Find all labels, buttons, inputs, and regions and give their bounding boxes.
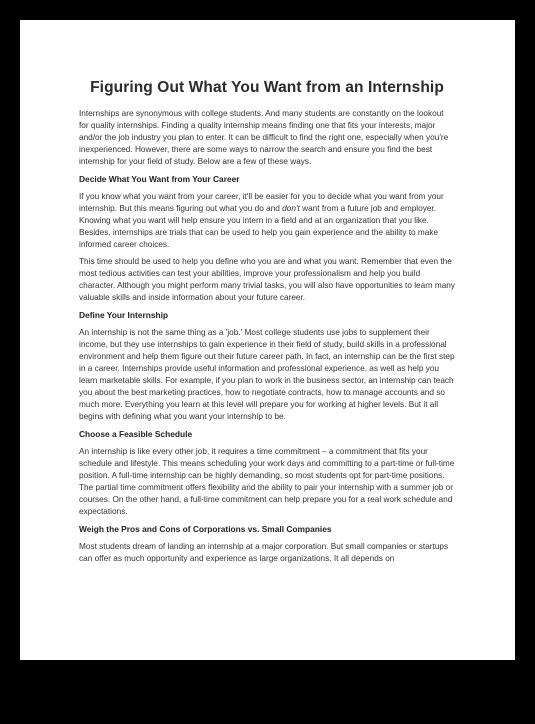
section-heading-pros-cons: Weigh the Pros and Cons of Corporations vs. Small Companies xyxy=(79,524,332,534)
section-heading-schedule: Choose a Feasible Schedule xyxy=(79,429,193,439)
section-schedule-paragraph: An internship is like every other job, it requires a time commitment – a commitment that fits your schedule and lifestyle. This means scheduling your work days and committing to a part-time or full-time position. A full-time internship can be highly demanding, so most students opt for part-time positions. The partial time commitment offers flexibility and the ability to pair your internship with a summer job or courses. On the other hand, a full-time commitment can help prepare you for a real work schedule and expectations. xyxy=(79,447,455,516)
document-page xyxy=(20,20,515,660)
section-heading-define: Define Your Internship xyxy=(79,310,169,320)
intro-paragraph: Internships are synonymous with college students. And many students are constantly on the lookout for quality internships. Finding a quality internship means finding one that fits your interests, major and/or the job industry you plan to enter. It can be difficult to find the right one, especially when you're inexperienced. However, there are some ways to narrow the search and ensure you find the best internship for your field of study. Below are a few of these ways. xyxy=(79,109,449,166)
section-define-paragraph: An internship is not the same thing as a 'job.' Most college students use jobs to supplement their income, but they use internships to gain experience in their field of study, build skills in a professional environment and help them figure out their future career path. In fact, an internship can be the first step in a career. Internships provide useful information and professional experience, as well as help you learn marketable skills. For example, if you plan to work in the business sector, an internship can teach you about the best marketing practices, how to negotiate contracts, how to manage accounts and so much more. Everything you learn at this level will prepare you for working at higher levels. But it all begins with defining what you want your internship to be. xyxy=(79,328,455,421)
section-pros-cons-paragraph: Most students dream of landing an internship at a major corporation. But small companies or startups can offer as much opportunity and experience as large organizations. It all depends on xyxy=(79,542,449,563)
section-career-paragraph-2: This time should be used to help you define who you are and what you want. Remember that even the most tedious activities can test your abilities, improve your professionalism and help you build character. Although you might perform many trivial tasks, you will also have opportunities to learn many valuable skills and inside information about your future career. xyxy=(79,257,456,302)
section-heading-career: Decide What You Want from Your Career xyxy=(79,174,240,184)
section-career-paragraph-1: If you know what you want from your career, it'll be easier for you to decide what you want from your internship. But this means figuring out what you do and don't want from a future job and employer. Knowing what you want will help ensure you intern in a field and at an organization that you like. Besides, internships are trials that can be used to help you gain experience and the ability to make informed career choices. xyxy=(79,192,444,249)
document-title: Figuring Out What You Want from an Internship xyxy=(90,79,444,96)
